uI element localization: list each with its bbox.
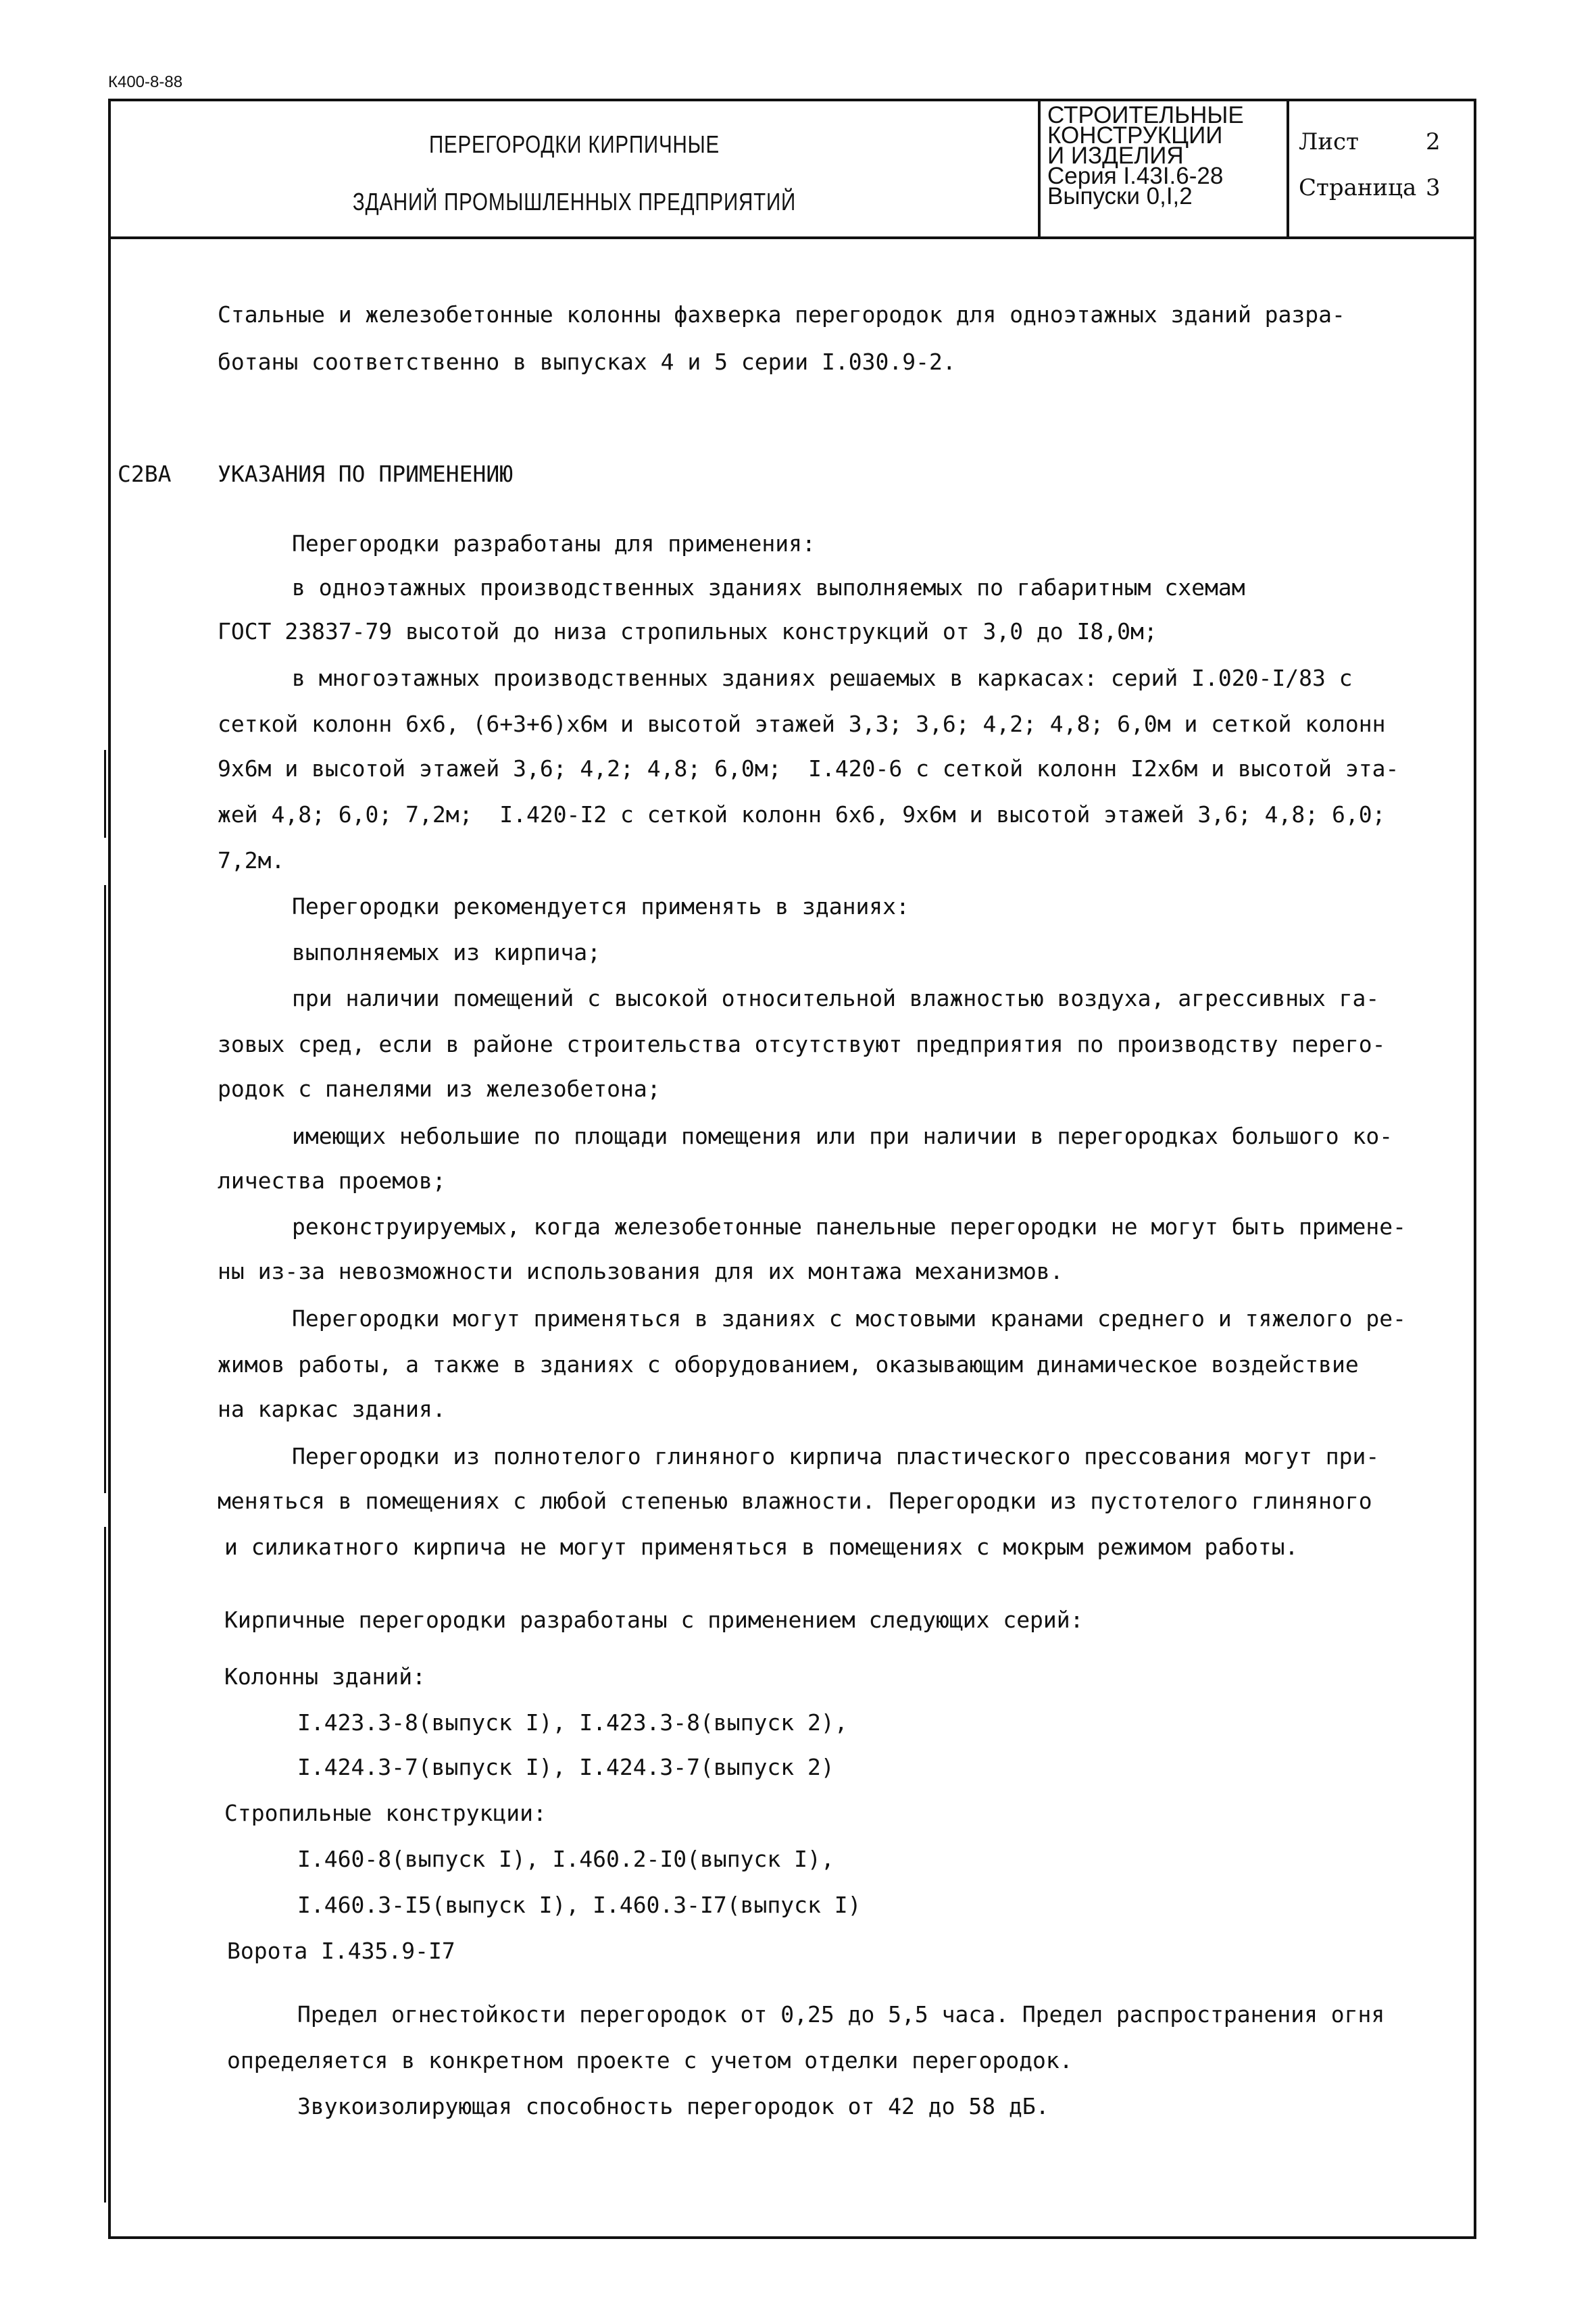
text-line: имеющих небольшие по площади помещения или при наличии в перегородках большого ко- xyxy=(292,1123,1393,1149)
margin-mark xyxy=(104,750,106,838)
category-line: Серия I.43I.6-28 xyxy=(1047,163,1224,189)
title-line-2: ЗДАНИЙ ПРОМЫШЛЕННЫХ ПРЕДПРИЯТИЙ xyxy=(352,188,797,216)
category-line: КОНСТРУКЦИИ xyxy=(1047,122,1223,149)
text-line: сеткой колонн 6х6, (6+3+6)х6м и высотой этажей 3,3; 3,6; 4,2; 4,8; 6,0м и сеткой колонн xyxy=(218,711,1386,737)
text-line: I.460-8(выпуск I), I.460.2-I0(выпуск I), xyxy=(297,1846,834,1872)
text-line: Перегородки могут применяться в зданиях с мостовыми кранами среднего и тяжелого ре- xyxy=(292,1305,1407,1332)
sheet-label: Лист xyxy=(1299,128,1359,155)
text-line: Ворота I.435.9-I7 xyxy=(227,1938,455,1964)
header-separator-1 xyxy=(1038,99,1041,238)
text-line: меняться в помещениях с любой степенью влажности. Перегородки из пустотелого глиняного xyxy=(218,1488,1372,1514)
text-line: родок с панелями из железобетона; xyxy=(218,1076,661,1102)
sheet-value: 2 xyxy=(1426,128,1441,155)
category-line: Выпуски 0,I,2 xyxy=(1047,183,1193,209)
text-line: Перегородки из полнотелого глиняного кирпича пластического прессования могут при- xyxy=(292,1443,1380,1469)
category-line: СТРОИТЕЛЬНЫЕ xyxy=(1047,102,1244,128)
category-block xyxy=(1047,102,1244,209)
text-line: на каркас здания. xyxy=(218,1396,446,1422)
text-line: Предел огнестойкости перегородок от 0,25 до 5,5 часа. Предел распространения огня xyxy=(297,2001,1385,2028)
page-value: 3 xyxy=(1426,174,1441,201)
text-line: 7,2м. xyxy=(218,847,285,874)
text-line: реконструируемых, когда железобетонные панельные перегородки не могут быть примене- xyxy=(292,1213,1407,1240)
text-line: Кирпичные перегородки разработаны с применением следующих серий: xyxy=(224,1607,1084,1633)
text-line: I.460.3-I5(выпуск I), I.460.3-I7(выпуск I) xyxy=(297,1892,862,1918)
text-line: жей 4,8; 6,0; 7,2м; I.420-I2 с сеткой колонн 6х6, 9х6м и высотой этажей 3,6; 4,8; 6,0; xyxy=(218,801,1386,828)
text-line: при наличии помещений с высокой относительной влажностью воздуха, агрессивных га- xyxy=(292,985,1380,1011)
text-line: Колонны зданий: xyxy=(224,1663,426,1690)
section-code: С2ВА xyxy=(118,461,172,487)
category-line: И ИЗДЕЛИЯ xyxy=(1047,143,1184,169)
text-line: жимов работы, а также в зданиях с оборудованием, оказывающим динамическое воздействие xyxy=(218,1351,1359,1378)
text-line: Стропильные конструкции: xyxy=(224,1800,547,1826)
intro-line: Стальные и железобетонные колонны фахверка перегородок для одноэтажных зданий разра- xyxy=(218,301,1345,328)
text-line: I.424.3-7(выпуск I), I.424.3-7(выпуск 2) xyxy=(297,1754,834,1780)
header-divider xyxy=(108,236,1476,239)
text-line: в многоэтажных производственных зданиях решаемых в каркасах: серий I.020-I/83 с xyxy=(292,665,1353,691)
text-line: выполняемых из кирпича; xyxy=(292,939,601,965)
text-line: I.423.3-8(выпуск I), I.423.3-8(выпуск 2), xyxy=(297,1709,848,1736)
text-line: определяется в конкретном проекте с учетом отделки перегородок. xyxy=(227,2047,1073,2073)
document-code: К400-8-88 xyxy=(108,73,183,91)
text-line: Перегородки рекомендуется применять в зданиях: xyxy=(292,893,909,920)
text-line: в одноэтажных производственных зданиях выполняемых по габаритным схемам xyxy=(292,574,1245,601)
margin-mark xyxy=(104,885,106,1493)
text-line: 9х6м и высотой этажей 3,6; 4,2; 4,8; 6,0м; I.420-6 с сеткой колонн I2х6м и высотой эта- xyxy=(218,755,1399,782)
text-line: Звукоизолирующая способность перегородок от 42 до 58 дБ. xyxy=(297,2093,1049,2119)
intro-line: ботаны соответственно в выпусках 4 и 5 серии I.030.9-2. xyxy=(218,349,956,375)
text-line: и силикатного кирпича не могут применяться в помещениях с мокрым режимом работы. xyxy=(224,1534,1299,1560)
text-line: ГОСТ 23837-79 высотой до низа стропильных конструкций от 3,0 до I8,0м; xyxy=(218,618,1157,645)
text-line: зовых сред, если в районе строительства отсутствуют предприятия по производству перего- xyxy=(218,1031,1386,1057)
page-label: Страница xyxy=(1299,174,1417,201)
text-line: личества проемов; xyxy=(218,1167,446,1194)
header-separator-2 xyxy=(1287,99,1289,238)
section-title: УКАЗАНИЯ ПО ПРИМЕНЕНИЮ xyxy=(218,461,514,487)
title-line-1: ПЕРЕГОРОДКИ КИРПИЧНЫЕ xyxy=(428,130,720,158)
text-line: Перегородки разработаны для применения: xyxy=(292,530,816,557)
margin-mark xyxy=(104,1527,106,2203)
text-line: ны из-за невозможности использования для их монтажа механизмов. xyxy=(218,1258,1064,1284)
